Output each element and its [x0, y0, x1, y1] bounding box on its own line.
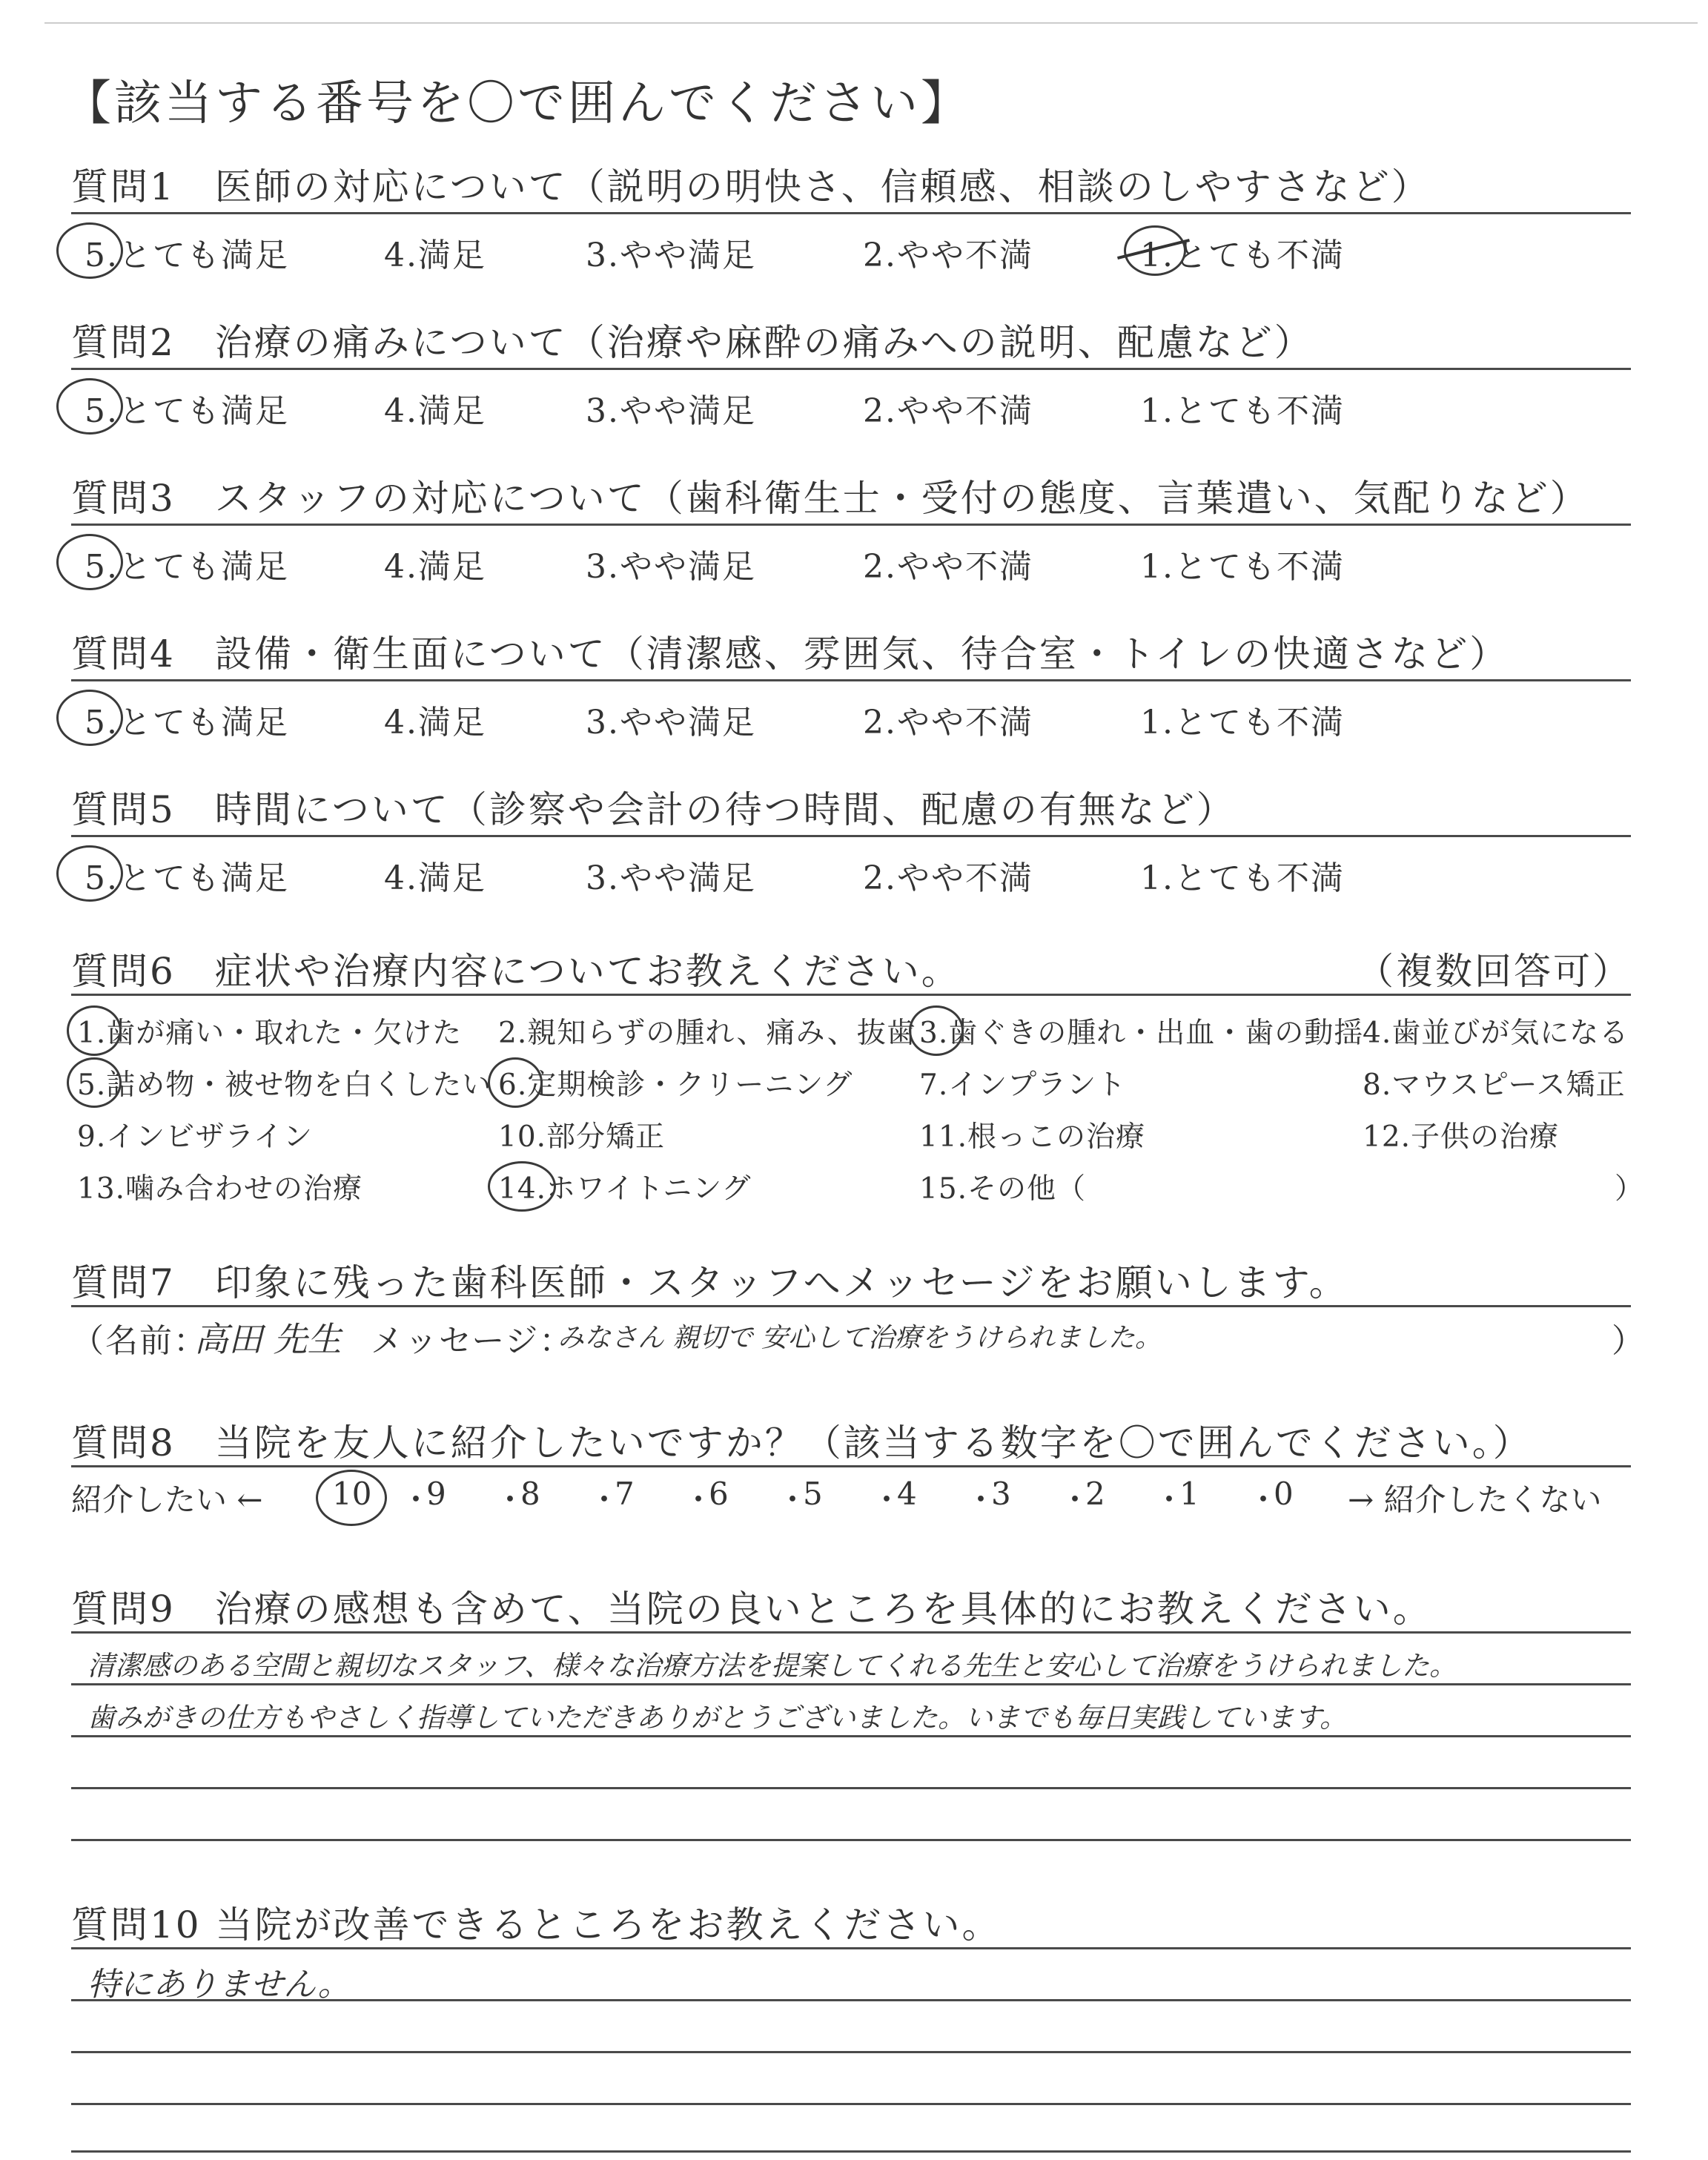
q4-option-3[interactable]: 3.やや満足: [586, 704, 756, 742]
q8-score-8[interactable]: 8: [520, 1476, 540, 1512]
q6-option-10[interactable]: 10.部分矯正: [498, 1120, 666, 1154]
q10-rule-0: [71, 1947, 1631, 1949]
q8-score-10[interactable]: 10: [332, 1476, 372, 1512]
q6-option-7[interactable]: 7.インプラント: [919, 1069, 1127, 1102]
q6-other-close: ）: [1615, 1172, 1645, 1206]
q6-option-11[interactable]: 11.根っこの治療: [919, 1120, 1146, 1154]
q8-separator: ・: [1153, 1482, 1185, 1518]
q2-option-2[interactable]: 2.やや不満: [863, 392, 1033, 430]
q3-option-2[interactable]: 2.やや不満: [863, 548, 1033, 586]
q4-rule: [71, 679, 1631, 681]
q9-rule-0: [71, 1631, 1631, 1634]
q7-name-value[interactable]: 高田 先生: [194, 1319, 342, 1359]
q2-selected-circle: [56, 378, 123, 435]
q2-option-4[interactable]: 4.満足: [384, 392, 486, 430]
scan-frame-edge: [44, 22, 1698, 24]
q2-title: 質問2 治療の痛みについて（治療や麻酔の痛みへの説明、配慮など）: [71, 321, 1314, 364]
q6-option-12[interactable]: 12.子供の治療: [1363, 1120, 1560, 1154]
q6-option-8[interactable]: 8.マウスピース矯正: [1363, 1069, 1626, 1102]
q8-score-2[interactable]: 2: [1085, 1476, 1105, 1512]
q8-separator: ・: [683, 1482, 715, 1518]
q6-option-4[interactable]: 4.歯並びが気になる: [1363, 1017, 1629, 1050]
q10-rule-4: [71, 2150, 1631, 2153]
q9-title: 質問9 治療の感想も含めて、当院の良いところを具体的にお教えください。: [71, 1588, 1432, 1631]
q8-score-7[interactable]: 7: [615, 1476, 635, 1512]
q5-title: 質問5 時間について（診察や会計の待つ時間、配慮の有無など）: [71, 788, 1236, 831]
q5-option-4[interactable]: 4.満足: [384, 859, 486, 897]
q5-rule: [71, 835, 1631, 837]
q10-rule-3: [71, 2103, 1631, 2105]
q7-message-value[interactable]: みなさん 親切で 安心して治療をうけられました。: [557, 1323, 1162, 1353]
q8-score-4[interactable]: 4: [897, 1476, 917, 1512]
q8-left-label: 紹介したい ←: [71, 1482, 263, 1518]
q6-option-9[interactable]: 9.インビザライン: [77, 1120, 314, 1154]
q8-rule: [71, 1465, 1631, 1467]
q3-option-5[interactable]: 5.とても満足: [85, 548, 289, 586]
q8-score-1[interactable]: 1: [1179, 1476, 1199, 1512]
q6-option-3[interactable]: 3.歯ぐきの腫れ・出血・歯の動揺: [919, 1017, 1364, 1050]
q6-option-6[interactable]: 6.定期検診・クリーニング: [498, 1069, 853, 1102]
q7-close-paren: ）: [1612, 1322, 1646, 1360]
q1-option-1[interactable]: 1.とても不満: [1140, 237, 1345, 274]
q9-rule-2: [71, 1735, 1631, 1737]
q8-score-6[interactable]: 6: [709, 1476, 729, 1512]
q8-separator: ・: [965, 1482, 997, 1518]
q6-title: 質問6 症状や治療内容についてお教えください。: [71, 950, 961, 993]
q9-rule-3: [71, 1787, 1631, 1789]
q4-option-2[interactable]: 2.やや不満: [863, 704, 1033, 742]
q6-selected-circle-3: [909, 1005, 964, 1056]
q2-rule: [71, 368, 1631, 370]
q9-rule-1: [71, 1683, 1631, 1685]
q8-selected-circle: [316, 1470, 387, 1526]
q4-option-1[interactable]: 1.とても不満: [1140, 704, 1345, 742]
q1-selected-circle: [56, 222, 123, 279]
q6-option-13[interactable]: 13.噛み合わせの治療: [77, 1172, 363, 1206]
q3-title: 質問3 スタッフの対応について（歯科衛生士・受付の態度、言葉遣い、気配りなど）: [71, 477, 1589, 520]
q8-separator: ・: [1059, 1482, 1091, 1518]
q5-option-3[interactable]: 3.やや満足: [586, 859, 756, 897]
q7-rule: [71, 1305, 1631, 1307]
q4-option-5[interactable]: 5.とても満足: [85, 704, 289, 742]
q3-option-3[interactable]: 3.やや満足: [586, 548, 756, 586]
q8-separator: ・: [1248, 1482, 1280, 1518]
q2-option-3[interactable]: 3.やや満足: [586, 392, 756, 430]
q1-option-3[interactable]: 3.やや満足: [586, 237, 756, 274]
q8-right-label: → 紹介したくない: [1348, 1482, 1602, 1518]
q4-selected-circle: [56, 690, 123, 746]
q3-option-1[interactable]: 1.とても不満: [1140, 548, 1345, 586]
q5-selected-circle: [56, 845, 123, 902]
q6-selected-circle-1: [67, 1005, 122, 1056]
q4-title: 質問4 設備・衛生面について（清潔感、雰囲気、待合室・トイレの快適さなど）: [71, 633, 1509, 676]
q1-option-2[interactable]: 2.やや不満: [863, 237, 1033, 274]
q8-separator: ・: [589, 1482, 620, 1518]
q6-selected-circle-6: [488, 1057, 543, 1108]
q9-answer-line-2[interactable]: 歯みがきの仕方もやさしく指導していただきありがとうございました。いまでも毎日実践しています。: [87, 1702, 1348, 1734]
q3-option-4[interactable]: 4.満足: [384, 548, 486, 586]
q6-note: （複数回答可）: [1357, 950, 1632, 993]
q6-option-5[interactable]: 5.詰め物・被せ物を白くしたい: [77, 1069, 492, 1102]
q2-option-1[interactable]: 1.とても不満: [1140, 392, 1345, 430]
form-header: 【該当する番号を〇で囲んでください】: [64, 76, 971, 131]
q6-option-14[interactable]: 14.ホワイトニング: [498, 1172, 752, 1206]
q1-option-4[interactable]: 4.満足: [384, 237, 486, 274]
q5-option-1[interactable]: 1.とても不満: [1140, 859, 1345, 897]
q3-rule: [71, 524, 1631, 526]
q8-separator: ・: [871, 1482, 903, 1518]
q5-option-5[interactable]: 5.とても満足: [85, 859, 289, 897]
q10-title: 質問10 当院が改善できるところをお教えください。: [71, 1903, 1002, 1946]
q7-title: 質問7 印象に残った歯科医師・スタッフへメッセージをお願いします。: [71, 1261, 1348, 1304]
q5-option-2[interactable]: 2.やや不満: [863, 859, 1033, 897]
q6-option-15[interactable]: 15.その他（: [919, 1172, 1087, 1206]
q8-separator: ・: [777, 1482, 809, 1518]
q8-score-0[interactable]: 0: [1274, 1476, 1294, 1512]
q4-option-4[interactable]: 4.満足: [384, 704, 486, 742]
q8-score-9[interactable]: 9: [426, 1476, 446, 1512]
q1-option-5[interactable]: 5.とても満足: [85, 237, 289, 274]
q8-score-5[interactable]: 5: [803, 1476, 823, 1512]
q7-message-label: メッセージ：: [371, 1322, 574, 1360]
q8-score-3[interactable]: 3: [991, 1476, 1011, 1512]
q1-crossed-circle: [1124, 225, 1186, 276]
q7-name-label: （名前：: [71, 1322, 208, 1360]
q6-option-2[interactable]: 2.親知らずの腫れ、痛み、抜歯: [498, 1017, 916, 1050]
q10-rule-2: [71, 2051, 1631, 2053]
q9-answer-line-1[interactable]: 清潔感のある空間と親切なスタッフ、様々な治療方法を提案してくれる先生と安心して治療をうけられました。: [87, 1650, 1457, 1682]
q1-title: 質問1 医師の対応について（説明の明快さ、信頼感、相談のしやすさなど）: [71, 165, 1431, 208]
q6-selected-circle-14: [488, 1161, 556, 1212]
q9-rule-4: [71, 1839, 1631, 1841]
q8-separator: ・: [400, 1482, 432, 1518]
q6-rule: [71, 994, 1631, 996]
q10-answer-line-1[interactable]: 特にありません。: [87, 1966, 351, 2004]
q3-selected-circle: [56, 534, 123, 590]
q6-option-1[interactable]: 1.歯が痛い・取れた・欠けた: [77, 1017, 463, 1050]
q1-rule: [71, 212, 1631, 214]
q6-selected-circle-5: [67, 1057, 122, 1108]
q8-title: 質問8 当院を友人に紹介したいですか？（該当する数字を〇で囲んでください。）: [71, 1421, 1532, 1464]
q2-option-5[interactable]: 5.とても満足: [85, 392, 289, 430]
q8-separator: ・: [494, 1482, 526, 1518]
